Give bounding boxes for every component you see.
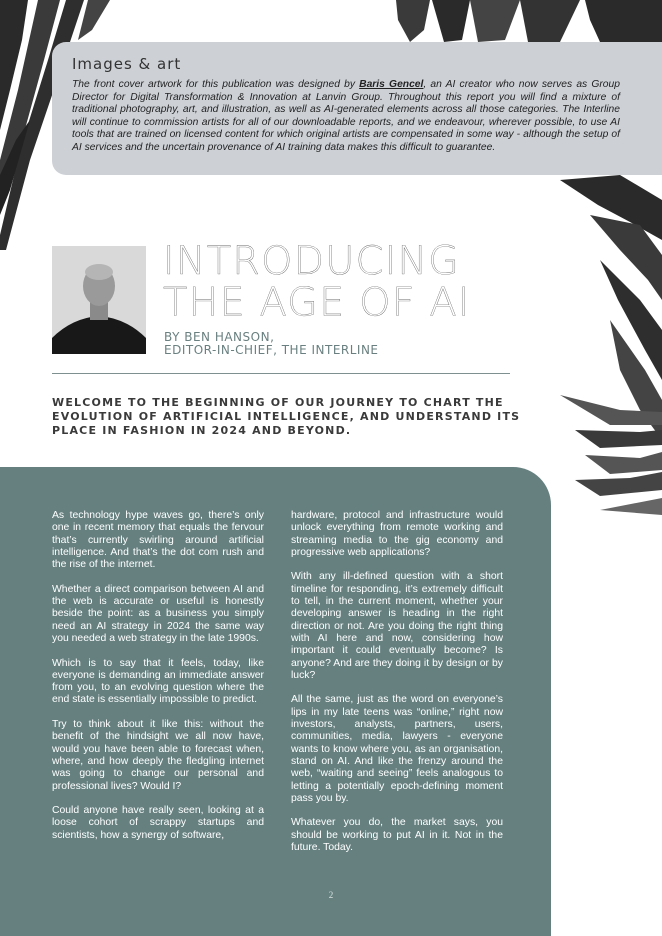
intro-standfirst: WELCOME TO THE BEGINNING OF OUR JOURNEY TO CHART THE EVOLUTION OF ARTIFICIAL INTELLIGENCE, AND UNDERSTAND ITS PLACE IN FASHION IN 2024 AND BEYOND.: [52, 396, 521, 437]
paragraph: All the same, just as the word on everyone’s lips in my late teens was “online,” right now investors, analysts, partners, users, communities, media, lawyers - everyone wants to know where you, as an organisation, stand on AI. And like the frenzy around the web, “waiting and seeing” feels analogous to letting a potentially epoch-defining moment pass you by.: [291, 694, 503, 804]
paragraph: As technology hype waves go, there’s only one in recent memory that equals the fervour that’s currently swirling around artificial intelligence. And that’s the dot com rush and the rise of the internet.: [52, 510, 264, 571]
image-credit-notice: [52, 42, 662, 175]
headline-line-1: INTRODUCING: [163, 238, 461, 284]
page-number: 2: [328, 890, 334, 900]
headline-line-2: THE AGE OF AI: [163, 280, 471, 326]
byline-line-1: BY BEN HANSON,: [164, 330, 275, 344]
notice-body: [72, 79, 620, 155]
article-headline: [163, 238, 471, 326]
paragraph: Which is to say that it feels, today, like everyone is demanding an immediate answer from you, to an evolving question where the end state is essentially impossible to predict.: [52, 657, 264, 706]
notice-title: Images & art: [72, 55, 182, 73]
notice-text-before: The front cover artwork for this publication was designed by: [72, 79, 360, 90]
body-column-left: [52, 510, 264, 854]
divider: [52, 373, 510, 374]
paragraph: With any ill-defined question with a short timeline for responding, it’s extremely difficult to tell, in the current moment, whether your developing answer is heading in the right direction or not. Are you doing the right thing with AI here and now, considering how important it could eventually become? Is anyone? And are they doing it by design or by luck?: [291, 571, 503, 681]
paragraph: hardware, protocol and infrastructure would unlock everything from remote working and streaming media to the gig economy and progressive web applications?: [291, 510, 503, 558]
paragraph: Try to think about it like this: without the benefit of the hindsight we all now have, would you have been able to forecast when, where, and how deeply the fledgling internet was going to change our personal and professional lives? Would I?: [52, 719, 264, 792]
author-byline: [164, 331, 379, 357]
paragraph: Whatever you do, the market says, you should be working to put AI in it. Not in the future. Today.: [291, 817, 503, 854]
artist-name-link[interactable]: Baris Gencel: [359, 79, 424, 90]
body-column-right: [291, 510, 503, 867]
paragraph: Whether a direct comparison between AI and the web is accurate or useful is honestly beside the point: as a business you simply need an AI strategy in 2024 the same way you needed a web strategy in the late 1990s.: [52, 583, 264, 644]
paragraph: Could anyone have really seen, looking at a loose cohort of scrappy startups and scientists, how a synergy of software,: [52, 805, 264, 841]
author-photo: [52, 246, 146, 354]
byline-line-2: EDITOR-IN-CHIEF, THE INTERLINE: [164, 343, 379, 357]
notice-text-after: , an AI creator who now serves as Group Director for Digital Transformation & Innovation at Lanvin Group. Throughout this report you will find a mixture of traditional photography, art, and illustration, as well as AI-generated elements across all those categories. The Interline will continue to commission artists for all of our downloadable reports, and we endeavour, wherever possible, to use AI tools that are trained on licensed content for which original artists are compensated in some way - although the setup of AI services and the uncertain provenance of AI training data makes this difficult to guarantee.: [72, 79, 620, 153]
